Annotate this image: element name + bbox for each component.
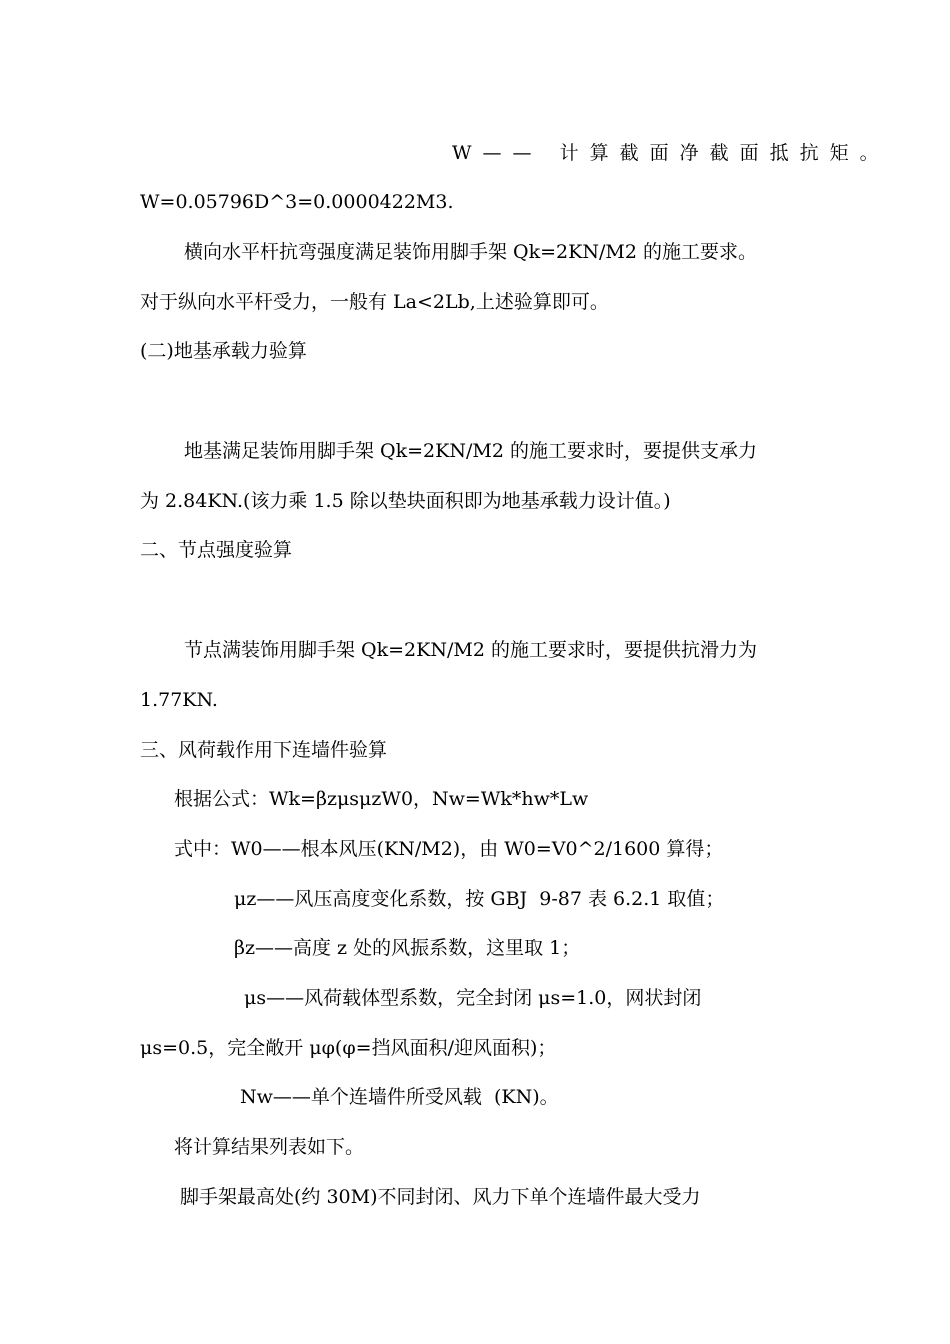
text-line: W—— 计算截面净截面抵抗矩。	[452, 142, 890, 164]
text-line: 将计算结果列表如下。	[174, 1136, 365, 1158]
formula-line: βz——高度 z 处的风振系数，这里取 1；	[234, 937, 581, 959]
formula-line: μs——风荷载体型系数，完全封闭 μs=1.0，网状封闭	[244, 987, 702, 1009]
text-line: W=0.05796D^3=0.0000422M3.	[140, 191, 454, 213]
text-line: 脚手架最高处(约 30M)不同封闭、风力下单个连墙件最大受力	[180, 1186, 701, 1208]
formula-line: μs=0.5，完全敞开 μφ(φ=挡风面积/迎风面积)；	[140, 1037, 557, 1059]
text-line: 横向水平杆抗弯强度满足装饰用脚手架 Qk=2KN/M2 的施工要求。	[184, 241, 757, 263]
text-line: 1.77KN.	[140, 689, 218, 711]
section-heading: 三、风荷载作用下连墙件验算	[140, 739, 388, 761]
text-line: 地基满足装饰用脚手架 Qk=2KN/M2 的施工要求时，要提供支承力	[184, 440, 757, 462]
formula-line: μz——风压高度变化系数，按 GBJ 9-87 表 6.2.1 取值；	[234, 888, 725, 910]
text-line: 节点满装饰用脚手架 Qk=2KN/M2 的施工要求时，要提供抗滑力为	[184, 639, 757, 661]
formula-line: 式中：W0——根本风压(KN/M2)，由 W0=V0^2/1600 算得；	[174, 838, 724, 860]
section-heading: 二、节点强度验算	[140, 539, 293, 561]
formula-line: Nw——单个连墙件所受风载 (KN)。	[240, 1086, 559, 1108]
text-line: 对于纵向水平杆受力，一般有 La<2Lb,上述验算即可。	[140, 291, 609, 313]
formula-line: 根据公式：Wk=βzμsμzW0，Nw=Wk*hw*Lw	[174, 788, 589, 810]
section-heading: (二)地基承载力验算	[140, 340, 307, 362]
text-line: 为 2.84KN.(该力乘 1.5 除以垫块面积即为地基承载力设计值。)	[140, 490, 671, 512]
